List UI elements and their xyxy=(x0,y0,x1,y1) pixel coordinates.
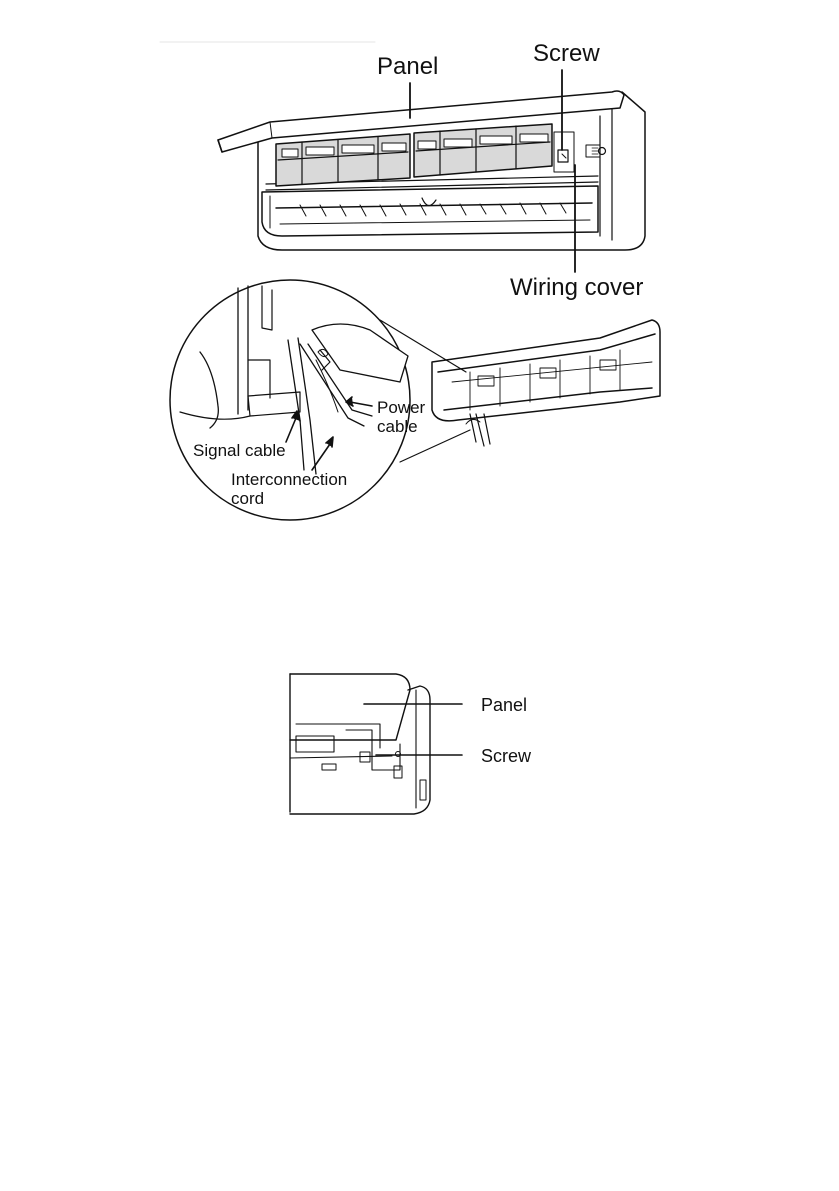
signal-cable-label: Signal cable xyxy=(193,441,286,460)
power-cable-label: Power cable xyxy=(377,398,426,436)
wiring-cover-label: Wiring cover xyxy=(510,274,644,301)
panel-label-closeup: Panel xyxy=(481,695,528,715)
interconnection-cord-label: Interconnection cord xyxy=(231,470,348,508)
panel-label: Panel xyxy=(377,53,439,80)
screw-label-closeup: Screw xyxy=(481,746,532,766)
screw-label: Screw xyxy=(533,40,600,67)
